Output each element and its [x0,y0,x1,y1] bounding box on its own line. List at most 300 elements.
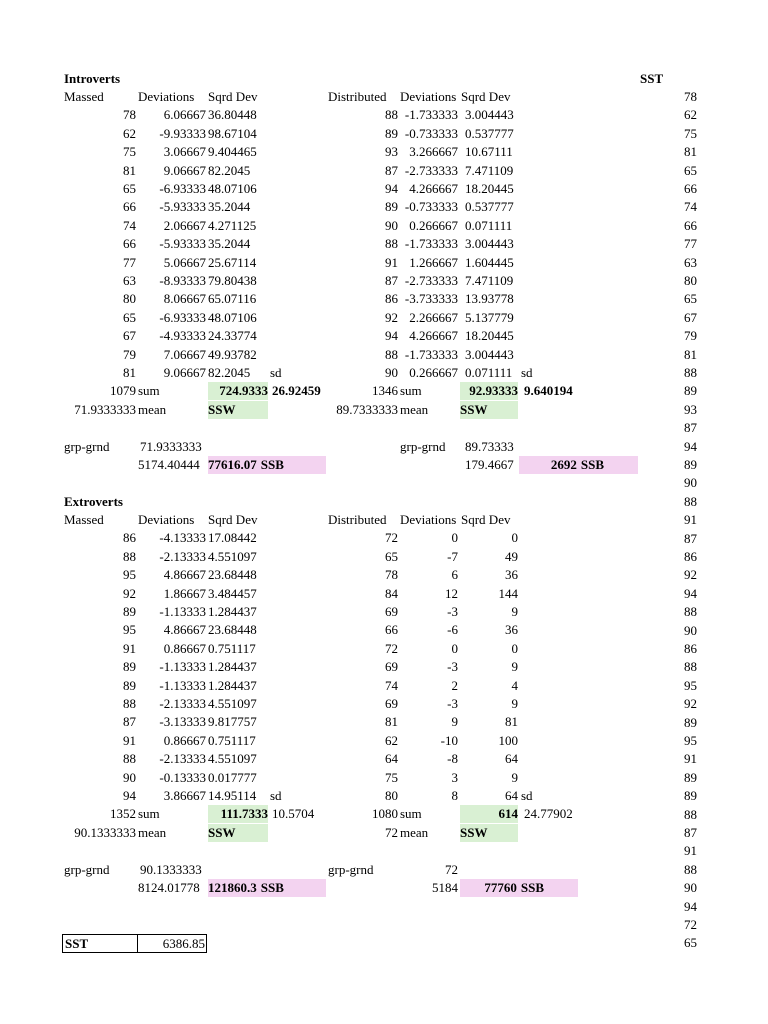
extroverts-dist-value: 72 [385,640,398,656]
extroverts-title: Extroverts [64,494,123,509]
extroverts-dist-sqrd-dev: 9 [511,769,518,785]
extroverts-massed-value: 89 [123,604,136,619]
introverts-massed-deviation: 5.06667 [163,254,206,270]
introverts-massed-ssb-calc: 5174.40444 [138,457,200,472]
extroverts-dist-ssb-value: 77760 [484,880,517,895]
extroverts-dist-deviation: 3 [451,769,458,785]
extroverts-massed-sqrd-dev: 0.751117 [208,640,256,656]
introverts-dist-value: 94 [385,181,398,196]
introverts-massed-sqrd-dev: 79.80438 [208,273,257,288]
extroverts-massed-deviation: 4.86667 [163,567,206,583]
introverts-dist-value: 86 [385,291,398,307]
extroverts-massed-grp-value: 90.1333333 [140,861,202,877]
introverts-dist-value: 87 [385,273,398,288]
introverts-dist-sqrd-dev: 18.20445 [465,328,514,344]
extroverts-dist-deviation: 9 [451,714,458,730]
introverts-massed-sqrd-dev: 49.93782 [208,346,257,362]
introverts-dist-deviation: 1.266667 [409,254,458,270]
extroverts-massed-sqrd-dev: 9.817757 [208,714,257,730]
extroverts-dist-value: 72 [385,530,398,546]
introverts-dist-ssb [519,456,638,474]
introverts-dist-sq-header: Sqrd Dev [461,89,511,104]
extroverts-dist-sd-value: 24.77902 [524,806,573,822]
introverts-massed-value: 66 [123,199,136,215]
extroverts-dist-deviation: -3 [447,659,458,675]
extroverts-dist-ssw-value: 614 [460,805,518,823]
extroverts-dist-sq-header: Sqrd Dev [461,512,511,527]
sst-column-value: 77 [684,236,697,252]
sst-column-value: 66 [684,181,697,196]
sst-column-value: 87 [684,420,697,436]
extroverts-dist-header: Distributed [328,512,387,527]
sst-column-value: 79 [684,328,697,344]
introverts-dist-sqrd-dev: 0.071111 [465,217,513,233]
sst-column-value: 92 [684,696,697,712]
extroverts-massed-sqrd-dev: 0.751117 [208,732,256,748]
introverts-massed-deviation: -5.93333 [159,199,206,215]
extroverts-dist-value: 78 [385,567,398,583]
sst-column-value: 63 [684,254,697,270]
introverts-massed-ssb-label: SSB [260,457,284,472]
sst-column-value: 81 [684,144,697,160]
introverts-dist-value: 87 [385,162,398,178]
extroverts-dist-ssb-calc: 5184 [432,880,458,895]
sst-column-value: 94 [684,438,697,454]
introverts-dist-sd-label: sd [521,365,533,380]
sst-column-value: 88 [684,604,697,620]
introverts-massed-sqrd-dev: 65.07116 [208,291,257,307]
introverts-dist-deviation: -3.733333 [404,291,458,307]
extroverts-dist-deviation: 0 [451,640,458,656]
sst-column-value: 92 [684,567,697,583]
extroverts-dist-value: 69 [385,696,398,711]
extroverts-massed-ssw-value: 111.7333 [208,805,268,823]
extroverts-massed-sqrd-dev: 17.08442 [208,530,257,546]
extroverts-massed-value: 88 [123,696,136,711]
extroverts-massed-deviation: 3.86667 [163,788,206,803]
sst-column-value: 65 [684,162,697,178]
sst-column-value: 89 [684,714,697,730]
introverts-dist-sqrd-dev: 7.471109 [465,162,514,178]
extroverts-massed-deviation: -2.13333 [159,548,206,564]
introverts-massed-value: 65 [123,181,136,196]
extroverts-dist-sd-label: sd [521,788,533,803]
extroverts-massed-sum: 1352 [110,806,136,822]
extroverts-dist-deviation: 12 [445,585,458,601]
introverts-dist-sqrd-dev: 0.537777 [465,125,514,141]
introverts-massed-deviation: 9.06667 [163,162,206,178]
extroverts-massed-sqrd-dev: 1.284437 [208,604,257,619]
introverts-massed-deviation: 2.06667 [163,217,206,233]
introverts-dist-sum: 1346 [372,383,398,399]
extroverts-massed-sqrd-dev: 1.284437 [208,677,257,693]
extroverts-massed-deviation: 4.86667 [163,622,206,638]
extroverts-massed-ssb-calc: 8124.01778 [138,880,200,895]
extroverts-dist-deviation: -3 [447,604,458,619]
sst-column-value: 89 [684,769,697,785]
extroverts-massed-deviation: 0.86667 [163,732,206,748]
extroverts-dist-deviation: 6 [451,567,458,583]
extroverts-dist-value: 75 [385,769,398,785]
introverts-dist-ssw-label: SSW [460,401,518,419]
introverts-dist-ssb-value: 2692 [550,457,577,472]
introverts-dist-grp-label: grp-grnd [400,438,446,454]
extroverts-dist-value: 65 [385,548,398,564]
extroverts-massed-mean-label: mean [138,824,167,840]
extroverts-dist-value: 62 [385,732,398,748]
sst-column-value: 90 [684,475,697,491]
introverts-massed-sd-value: 26.92459 [272,383,321,399]
extroverts-dist-deviation: 0 [451,530,458,546]
introverts-dist-sqrd-dev: 1.604445 [465,254,514,270]
extroverts-massed-sqrd-dev: 4.551097 [208,548,257,564]
extroverts-massed-sqrd-dev: 3.484457 [208,585,257,601]
extroverts-dist-sqrd-dev: 0 [511,530,518,546]
introverts-massed-deviation: 8.06667 [163,291,206,307]
introverts-dist-sqrd-dev: 3.004443 [465,236,514,252]
introverts-dist-header: Distributed [328,89,387,104]
extroverts-massed-sqrd-dev: 4.551097 [208,696,257,711]
extroverts-massed-value: 87 [123,714,136,730]
extroverts-dist-sqrd-dev: 81 [505,714,518,730]
extroverts-massed-sq-header: Sqrd Dev [208,512,258,527]
extroverts-massed-deviation: -3.13333 [159,714,206,730]
extroverts-massed-sqrd-dev: 14.95114 [208,788,257,803]
extroverts-massed-deviation: -2.13333 [159,696,206,711]
introverts-massed-ssw-value: 724.9333 [208,382,268,400]
sst-box-divider [137,935,138,952]
introverts-dist-ssb-calc: 179.4667 [465,457,514,472]
introverts-massed-sqrd-dev: 36.80448 [208,107,257,123]
sst-column-value: 67 [684,309,697,325]
introverts-massed-dev-header: Deviations [138,89,195,104]
introverts-massed-deviation: 6.06667 [163,107,206,123]
extroverts-dist-ssw-label: SSW [460,824,518,842]
sst-column-value: 89 [684,788,697,804]
extroverts-massed-deviation: 0.86667 [163,640,206,656]
introverts-massed-sqrd-dev: 98.67104 [208,125,257,141]
extroverts-massed-value: 86 [123,530,136,546]
extroverts-massed-sqrd-dev: 23.68448 [208,567,257,583]
sst-column-value: 74 [684,199,697,215]
extroverts-massed-value: 91 [123,732,136,748]
extroverts-massed-header: Massed [64,512,104,527]
introverts-dist-value: 88 [385,107,398,123]
introverts-massed-value: 63 [123,273,136,288]
sst-column-value: 80 [684,273,697,288]
extroverts-dist-sqrd-dev: 36 [505,567,518,583]
extroverts-dist-value: 80 [385,788,398,803]
introverts-dist-deviation: 0.266667 [409,365,458,380]
sst-column-value: 94 [684,898,697,914]
extroverts-dist-sqrd-dev: 100 [498,732,518,748]
introverts-massed-ssb-value: 77616.07 [208,457,257,472]
introverts-dist-value: 90 [385,217,398,233]
introverts-dist-value: 91 [385,254,398,270]
sst-column-value: 86 [684,641,697,656]
introverts-dist-value: 93 [385,144,398,160]
extroverts-massed-deviation: -4.13333 [159,530,206,546]
sst-column-value: 93 [684,401,697,417]
introverts-massed-ssb [208,456,326,474]
extroverts-massed-value: 94 [123,788,136,803]
extroverts-dist-deviation: -7 [447,548,458,564]
introverts-massed-deviation: -6.93333 [159,181,206,196]
introverts-dist-dev-header: Deviations [400,89,457,104]
extroverts-dist-sqrd-dev: 9 [511,696,518,711]
introverts-massed-value: 65 [123,309,136,325]
sst-column-value: 65 [684,291,697,307]
sst-column-value: 88 [684,806,697,822]
introverts-dist-sqrd-dev: 3.004443 [465,107,514,123]
extroverts-dist-value: 66 [385,622,398,638]
extroverts-dist-sum-label: sum [400,806,422,822]
introverts-dist-deviation: -1.733333 [404,346,458,362]
introverts-massed-value: 80 [123,291,136,307]
introverts-massed-value: 77 [123,254,136,270]
introverts-dist-deviation: 4.266667 [409,181,458,196]
sst-column-value: 66 [684,217,697,233]
introverts-massed-sqrd-dev: 82.2045 [208,162,251,178]
introverts-dist-deviation: -2.733333 [404,273,458,288]
introverts-massed-sq-header: Sqrd Dev [208,89,258,104]
introverts-massed-sqrd-dev: 35.2044 [208,199,251,215]
introverts-massed-deviation: -5.93333 [159,236,206,252]
extroverts-massed-value: 92 [123,585,136,601]
sst-column-value: 88 [684,365,697,380]
extroverts-dist-deviation: -3 [447,696,458,711]
extroverts-massed-sum-label: sum [138,806,160,822]
sst-column-value: 72 [684,917,697,932]
introverts-massed-grp-value: 71.9333333 [140,438,202,454]
introverts-massed-value: 67 [123,328,136,344]
sst-column-value: 90 [684,622,697,638]
introverts-massed-value: 81 [123,162,136,178]
introverts-massed-value: 62 [123,125,136,141]
extroverts-massed-deviation: -1.13333 [159,677,206,693]
introverts-massed-value: 79 [123,346,136,362]
extroverts-dist-value: 64 [385,751,398,767]
introverts-massed-sqrd-dev: 9.404465 [208,144,257,160]
extroverts-dist-sqrd-dev: 144 [498,585,518,601]
sst-total-value: 6386.85 [162,936,205,951]
extroverts-massed-sqrd-dev: 23.68448 [208,622,257,638]
introverts-massed-header: Massed [64,89,104,104]
sst-column-value: 91 [684,751,697,767]
introverts-massed-grp-label: grp-grnd [64,438,110,454]
extroverts-dist-sqrd-dev: 49 [505,548,518,564]
extroverts-massed-value: 90 [123,769,136,785]
extroverts-dist-value: 84 [385,585,398,601]
extroverts-massed-sqrd-dev: 0.017777 [208,769,257,785]
introverts-dist-sqrd-dev: 0.537777 [465,199,514,215]
introverts-dist-deviation: 4.266667 [409,328,458,344]
extroverts-massed-sd-label: sd [270,788,282,803]
extroverts-massed-dev-header: Deviations [138,512,195,527]
extroverts-massed-value: 89 [123,677,136,693]
extroverts-massed-deviation: 1.86667 [163,585,206,601]
sst-column-value: 78 [684,89,697,104]
extroverts-dist-grp-label: grp-grnd [328,861,374,877]
extroverts-massed-value: 95 [123,622,136,638]
introverts-massed-sum-label: sum [138,383,160,399]
extroverts-dist-sqrd-dev: 9 [511,604,518,619]
sst-column-value: 89 [684,457,697,472]
introverts-massed-deviation: -8.93333 [159,273,206,288]
introverts-dist-ssw-value: 92.93333 [460,382,518,400]
introverts-massed-sqrd-dev: 4.271125 [208,217,257,233]
introverts-massed-sqrd-dev: 35.2044 [208,236,251,252]
introverts-dist-mean: 89.7333333 [336,401,398,417]
introverts-dist-deviation: 2.266667 [409,309,458,325]
extroverts-dist-ssb-label: SSB [520,880,544,895]
sst-column-value: 91 [684,843,697,859]
extroverts-dist-value: 69 [385,604,398,619]
introverts-massed-ssw-label: SSW [208,401,268,419]
introverts-dist-value: 92 [385,309,398,325]
introverts-massed-value: 75 [123,144,136,160]
extroverts-dist-sqrd-dev: 9 [511,659,518,675]
sst-column-value: 81 [684,346,697,362]
extroverts-dist-deviation: -6 [447,622,458,638]
extroverts-dist-value: 69 [385,659,398,675]
introverts-dist-sqrd-dev: 3.004443 [465,346,514,362]
extroverts-dist-mean-label: mean [400,824,429,840]
introverts-dist-sqrd-dev: 5.137779 [465,309,514,325]
introverts-massed-sqrd-dev: 24.33774 [208,328,257,344]
introverts-massed-sqrd-dev: 82.2045 [208,365,251,380]
introverts-dist-sum-label: sum [400,383,422,399]
extroverts-dist-deviation: -8 [447,751,458,767]
introverts-dist-deviation: -0.733333 [404,125,458,141]
sst-column-value: 65 [684,935,697,951]
sst-column-value: 75 [684,125,697,141]
introverts-massed-sqrd-dev: 48.07106 [208,309,257,325]
introverts-dist-deviation: 0.266667 [409,217,458,233]
sst-column-value: 88 [684,861,697,877]
introverts-massed-value: 81 [123,365,136,380]
sst-total-box [62,934,207,953]
extroverts-massed-mean: 90.1333333 [74,824,136,840]
extroverts-dist-grp-value: 72 [445,861,458,877]
introverts-massed-deviation: -6.93333 [159,309,206,325]
introverts-massed-deviation: -4.93333 [159,328,206,344]
extroverts-massed-value: 88 [123,548,136,564]
extroverts-massed-deviation: -1.13333 [159,659,206,675]
extroverts-dist-value: 81 [385,714,398,730]
sst-column-value: 87 [684,530,697,546]
introverts-massed-sd-label: sd [270,365,282,380]
introverts-dist-sqrd-dev: 18.20445 [465,181,514,196]
introverts-dist-deviation: -0.733333 [404,199,458,215]
extroverts-massed-deviation: -1.13333 [159,604,206,619]
extroverts-dist-sqrd-dev: 36 [505,622,518,638]
introverts-massed-mean: 71.9333333 [74,401,136,417]
extroverts-massed-sqrd-dev: 1.284437 [208,659,257,675]
extroverts-dist-dev-header: Deviations [400,512,457,527]
introverts-massed-deviation: 7.06667 [163,346,206,362]
introverts-dist-value: 88 [385,236,398,252]
extroverts-massed-deviation: -2.13333 [159,751,206,767]
extroverts-dist-value: 74 [385,677,398,693]
extroverts-dist-sqrd-dev: 4 [511,677,518,693]
introverts-dist-deviation: 3.266667 [409,144,458,160]
introverts-massed-sum: 1079 [110,383,136,399]
extroverts-dist-sqrd-dev: 64 [505,788,518,803]
sst-column-value: 89 [684,383,697,399]
introverts-dist-value: 88 [385,346,398,362]
extroverts-dist-deviation: -10 [440,732,458,748]
introverts-dist-value: 89 [385,125,398,141]
extroverts-dist-deviation: 8 [451,788,458,803]
introverts-dist-deviation: -1.733333 [404,107,458,123]
extroverts-massed-value: 95 [123,567,136,583]
extroverts-massed-ssb [208,879,326,897]
sst-total-label: SST [65,936,89,951]
sst-column-value: 94 [684,585,697,601]
extroverts-massed-ssb-value: 121860.3 [208,880,257,895]
sst-column-value: 95 [684,733,697,748]
introverts-dist-value: 89 [385,199,398,215]
introverts-massed-deviation: 9.06667 [163,365,206,380]
introverts-dist-sqrd-dev: 10.67111 [465,144,513,160]
extroverts-massed-sd-value: 10.5704 [272,806,315,822]
introverts-massed-deviation: -9.93333 [159,125,206,141]
sst-column-value: 88 [684,493,697,509]
sst-column-value: 87 [684,825,697,840]
extroverts-dist-sum: 1080 [372,806,398,822]
extroverts-massed-value: 88 [123,751,136,767]
introverts-dist-sqrd-dev: 7.471109 [465,273,514,288]
extroverts-massed-value: 89 [123,659,136,675]
sst-column-value: 86 [684,549,697,564]
introverts-massed-value: 66 [123,236,136,252]
introverts-dist-mean-label: mean [400,401,429,417]
introverts-dist-grp-value: 89.73333 [465,438,514,454]
sst-column-header: SST [640,71,664,86]
sst-column-value: 95 [684,677,697,693]
introverts-massed-value: 78 [123,107,136,123]
extroverts-massed-value: 91 [123,640,136,656]
extroverts-massed-grp-label: grp-grnd [64,861,110,877]
sst-column-value: 90 [684,880,697,896]
introverts-dist-deviation: -2.733333 [404,162,458,178]
extroverts-massed-deviation: -0.13333 [159,769,206,785]
sst-column-value: 88 [684,659,697,675]
extroverts-dist-sqrd-dev: 64 [505,751,518,767]
introverts-dist-sqrd-dev: 0.071111 [465,365,513,380]
introverts-massed-mean-label: mean [138,401,167,417]
introverts-massed-value: 74 [123,217,136,233]
extroverts-massed-ssb-label: SSB [260,880,284,895]
extroverts-dist-deviation: 2 [451,677,458,693]
introverts-massed-deviation: 3.06667 [163,144,206,160]
extroverts-dist-ssb [460,879,578,897]
introverts-dist-sd-value: 9.640194 [524,383,573,399]
introverts-dist-ssb-label: SSB [580,457,604,472]
introverts-dist-value: 94 [385,328,398,344]
extroverts-massed-ssw-label: SSW [208,824,268,842]
sst-column-value: 91 [684,512,697,528]
introverts-dist-deviation: -1.733333 [404,236,458,252]
introverts-dist-value: 90 [385,365,398,380]
introverts-massed-sqrd-dev: 25.67114 [208,254,257,270]
extroverts-dist-mean: 72 [385,824,398,840]
extroverts-dist-sqrd-dev: 0 [511,640,518,656]
introverts-title: Introverts [64,71,121,86]
extroverts-massed-sqrd-dev: 4.551097 [208,751,257,767]
introverts-dist-sqrd-dev: 13.93778 [465,291,514,307]
